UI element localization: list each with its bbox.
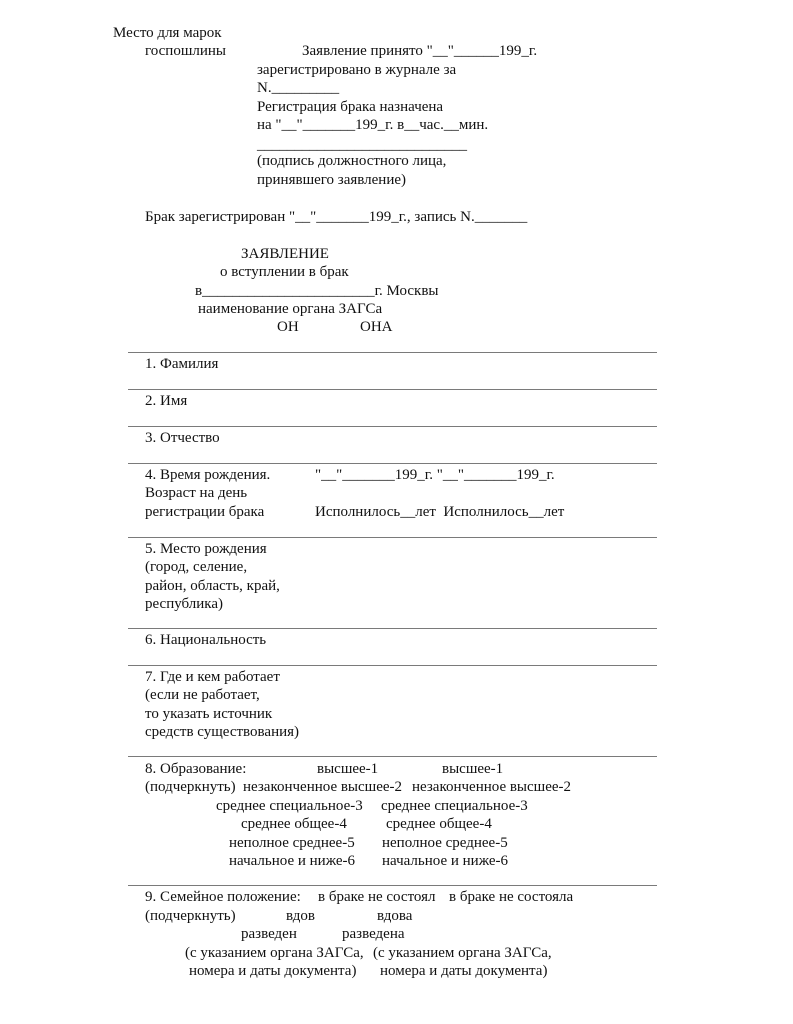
age-field[interactable]: Исполнилось__лет Исполнилось__лет bbox=[315, 504, 565, 520]
stamp-place-label: Место для марок bbox=[113, 25, 222, 41]
education-option-he[interactable]: начальное и ниже-6 bbox=[229, 853, 356, 869]
divider bbox=[128, 537, 657, 538]
education-option-she[interactable]: незаконченное высшее-2 bbox=[412, 779, 572, 795]
field-marital-label: 9. Семейное положение: bbox=[145, 889, 301, 905]
divider bbox=[128, 352, 657, 353]
education-option-she[interactable]: высшее-1 bbox=[442, 761, 504, 777]
column-he-header: ОН bbox=[277, 319, 299, 335]
reg-scheduled-label: Регистрация брака назначена bbox=[257, 99, 444, 115]
field-work-label-3: то указать источник bbox=[145, 706, 273, 722]
education-option-she[interactable]: неполное среднее-5 bbox=[382, 835, 508, 851]
signature-note-2: принявшего заявление) bbox=[257, 172, 407, 188]
marital-option-he[interactable]: вдов bbox=[286, 908, 315, 924]
field-surname-label: 1. Фамилия bbox=[145, 356, 219, 372]
marital-note-she-2: номера и даты документа) bbox=[380, 963, 548, 979]
field-work-label-2: (если не работает, bbox=[145, 687, 260, 703]
field-birthplace-label-4: республика) bbox=[145, 596, 224, 612]
education-option-he[interactable]: незаконченное высшее-2 bbox=[243, 779, 403, 795]
divider bbox=[128, 463, 657, 464]
column-she-header: ОНА bbox=[360, 319, 393, 335]
marital-option-he[interactable]: в браке не состоял bbox=[318, 889, 436, 905]
journal-number-field[interactable]: N._________ bbox=[257, 80, 340, 96]
field-work-label: 7. Где и кем работает bbox=[145, 669, 280, 685]
signature-note: (подпись должностного лица, bbox=[257, 153, 447, 169]
field-birthplace-label-3: район, область, край, bbox=[145, 578, 280, 594]
field-birth-label: 4. Время рождения. bbox=[145, 467, 271, 483]
document-subtitle: о вступлении в брак bbox=[220, 264, 349, 280]
field-work-label-4: средств существования) bbox=[145, 724, 300, 740]
journal-line: зарегистрировано в журнале за bbox=[257, 62, 457, 78]
education-option-she[interactable]: начальное и ниже-6 bbox=[382, 853, 509, 869]
education-option-he[interactable]: среднее специальное-3 bbox=[216, 798, 363, 814]
education-option-he[interactable]: высшее-1 bbox=[317, 761, 379, 777]
marital-option-he[interactable]: разведен bbox=[241, 926, 297, 942]
education-option-he[interactable]: среднее общее-4 bbox=[241, 816, 347, 832]
marital-option-she[interactable]: разведена bbox=[342, 926, 405, 942]
field-birthplace-label: 5. Место рождения bbox=[145, 541, 267, 557]
field-education-note: (подчеркнуть) bbox=[145, 779, 236, 795]
divider bbox=[128, 628, 657, 629]
signature-line[interactable]: ____________________________ bbox=[257, 137, 467, 153]
education-option-he[interactable]: неполное среднее-5 bbox=[229, 835, 355, 851]
field-birth-label-2: Возраст на день bbox=[145, 485, 248, 501]
marital-option-she[interactable]: вдова bbox=[377, 908, 413, 924]
marriage-registered-line[interactable]: Брак зарегистрирован "__"_______199_г., запись N._______ bbox=[145, 209, 528, 225]
education-option-she[interactable]: среднее общее-4 bbox=[386, 816, 492, 832]
marital-option-she[interactable]: в браке не состояла bbox=[449, 889, 574, 905]
document-title: ЗАЯВЛЕНИЕ bbox=[241, 246, 329, 262]
divider bbox=[128, 665, 657, 666]
divider bbox=[128, 389, 657, 390]
birth-dates-field[interactable]: "__"_______199_г. "__"_______199_г. bbox=[315, 467, 555, 483]
marital-note-she: (с указанием органа ЗАГСа, bbox=[373, 945, 552, 961]
divider bbox=[128, 426, 657, 427]
field-education-label: 8. Образование: bbox=[145, 761, 247, 777]
field-birth-label-3: регистрации брака bbox=[145, 504, 265, 520]
education-option-she[interactable]: среднее специальное-3 bbox=[381, 798, 528, 814]
field-patronymic-label: 3. Отчество bbox=[145, 430, 220, 446]
field-birthplace-label-2: (город, селение, bbox=[145, 559, 248, 575]
field-name-label: 2. Имя bbox=[145, 393, 188, 409]
field-marital-note: (подчеркнуть) bbox=[145, 908, 236, 924]
accepted-line: Заявление принято "__"______199_г. bbox=[302, 43, 538, 59]
marital-note-he: (с указанием органа ЗАГСа, bbox=[185, 945, 364, 961]
stamp-place-label-2: госпошлины bbox=[145, 43, 227, 59]
field-nationality-label: 6. Национальность bbox=[145, 632, 267, 648]
registry-office-field[interactable]: в_______________________г. Москвы bbox=[195, 283, 439, 299]
divider bbox=[128, 885, 657, 886]
marital-note-he-2: номера и даты документа) bbox=[189, 963, 357, 979]
divider bbox=[128, 756, 657, 757]
registry-office-note: наименование органа ЗАГСа bbox=[198, 301, 383, 317]
reg-date-field[interactable]: на "__"_______199_г. в__час.__мин. bbox=[257, 117, 489, 133]
